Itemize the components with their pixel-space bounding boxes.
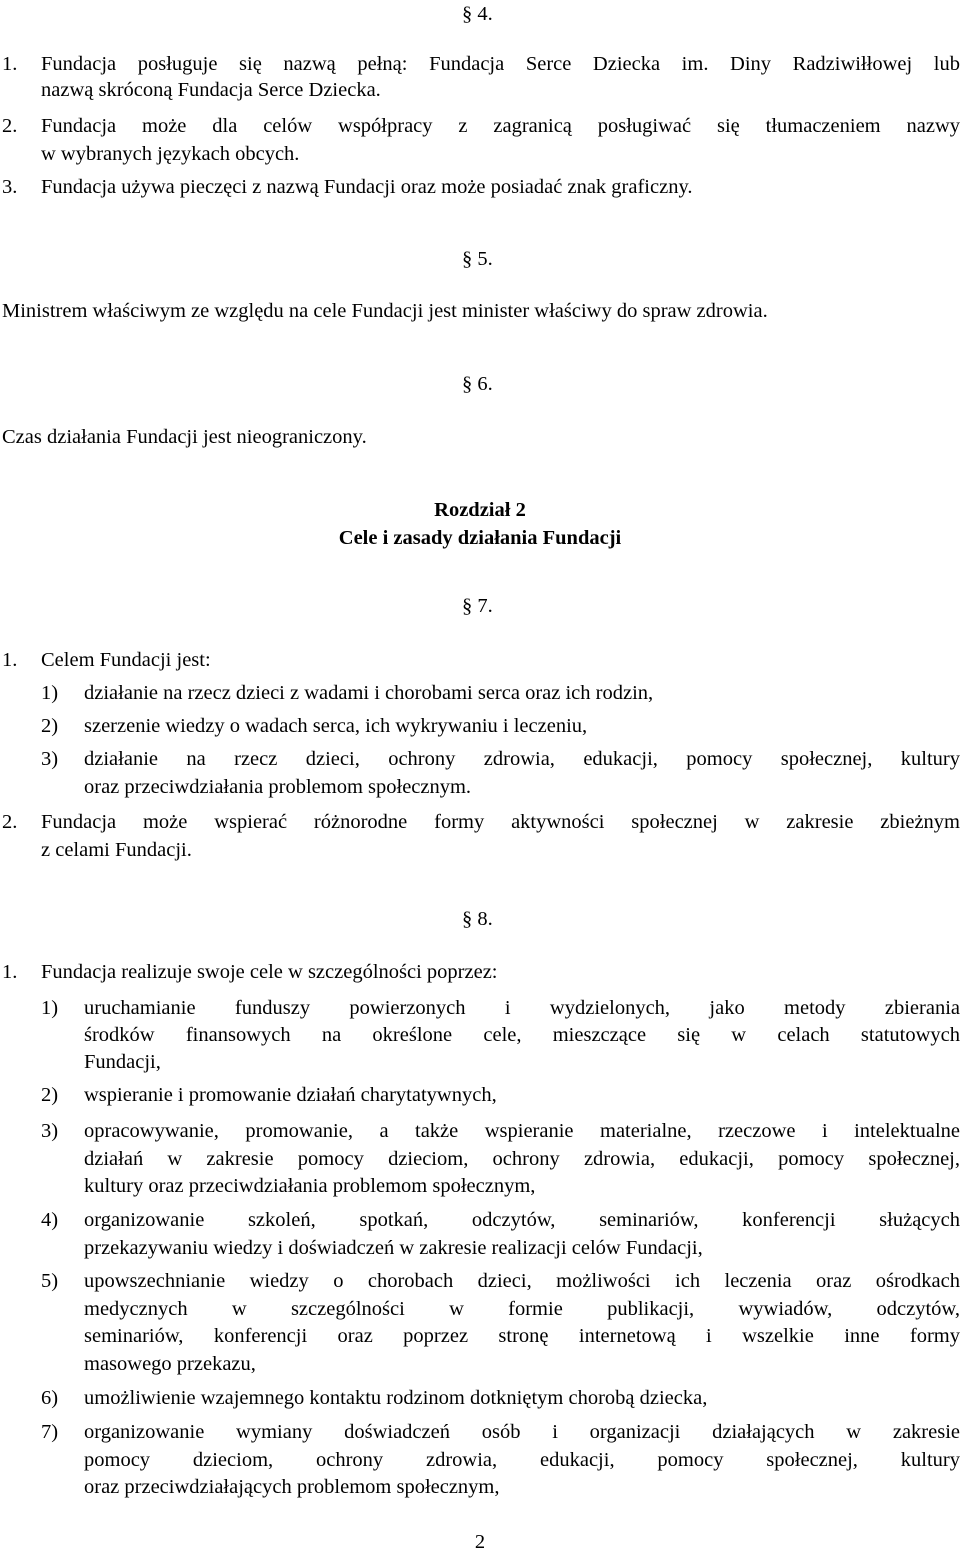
item-text: w wybranych językach obcych. bbox=[41, 143, 300, 165]
point-number: 2) bbox=[41, 1084, 59, 1106]
point-number: 1) bbox=[41, 997, 59, 1019]
point-text: Fundacji, bbox=[84, 1051, 161, 1073]
item-text: Fundacja może dla celów współpracy z zagranicą posługiwać się tłumaczeniem nazwy bbox=[41, 115, 960, 137]
point-number: 3) bbox=[41, 748, 59, 770]
paragraph-text: Celem Fundacji jest: bbox=[41, 649, 211, 671]
item-text: nazwą skróconą Fundacja Serce Dziecka. bbox=[41, 79, 381, 101]
point-text: wspieranie i promowanie działań charytatywnych, bbox=[84, 1084, 497, 1106]
point-text: pomocy dzieciom, ochrony zdrowia, edukacji, pomocy społecznej, kultury bbox=[84, 1449, 960, 1471]
chapter-number: Rozdział 2 bbox=[434, 499, 526, 521]
section-8-heading: § 8. bbox=[462, 908, 493, 930]
point-text: działań w zakresie pomocy dzieciom, ochrony zdrowia, edukacji, pomocy społecznej, bbox=[84, 1148, 960, 1170]
page-number: 2 bbox=[474, 1531, 486, 1553]
point-text: przekazywaniu wiedzy i doświadczeń w zakresie realizacji celów Fundacji, bbox=[84, 1237, 703, 1259]
point-number: 7) bbox=[41, 1421, 59, 1443]
section-5-text: Ministrem właściwym ze względu na cele Fundacji jest minister właściwy do spraw zdrowia. bbox=[2, 300, 768, 322]
point-text: oraz przeciwdziałających problemom społecznym, bbox=[84, 1476, 500, 1498]
point-text: oraz przeciwdziałania problemom społecznym. bbox=[84, 776, 472, 798]
point-text: szerzenie wiedzy o wadach serca, ich wykrywaniu i leczeniu, bbox=[84, 715, 588, 737]
point-number: 4) bbox=[41, 1209, 59, 1231]
item-number: 1. bbox=[2, 53, 18, 75]
paragraph-number: 1. bbox=[2, 961, 18, 983]
point-text: upowszechnianie wiedzy o chorobach dzieci, możliwości ich leczenia oraz ośrodkach bbox=[84, 1270, 960, 1292]
item-text: Fundacja posługuje się nazwą pełną: Fundacja Serce Dziecka im. Diny Radziwiłłowej lub bbox=[41, 53, 960, 75]
point-number: 2) bbox=[41, 715, 59, 737]
point-text: opracowywanie, promowanie, a także wspieranie materialne, rzeczowe i intelektualne bbox=[84, 1120, 960, 1142]
point-number: 6) bbox=[41, 1387, 59, 1409]
point-text: środków finansowych na określone cele, mieszczące się w celach statutowych bbox=[84, 1024, 960, 1046]
item-number: 3. bbox=[2, 176, 18, 198]
point-text: działanie na rzecz dzieci z wadami i chorobami serca oraz ich rodzin, bbox=[84, 682, 654, 704]
paragraph-text: Fundacja realizuje swoje cele w szczególności poprzez: bbox=[41, 961, 498, 983]
section-6-text: Czas działania Fundacji jest nieograniczony. bbox=[2, 426, 367, 448]
point-number: 5) bbox=[41, 1270, 59, 1292]
chapter-title: Cele i zasady działania Fundacji bbox=[338, 527, 622, 549]
point-text: umożliwienie wzajemnego kontaktu rodzinom dotkniętym chorobą dziecka, bbox=[84, 1387, 708, 1409]
point-text: działanie na rzecz dzieci, ochrony zdrowia, edukacji, pomocy społecznej, kultury bbox=[84, 748, 960, 770]
point-number: 3) bbox=[41, 1120, 59, 1142]
section-6-heading: § 6. bbox=[462, 373, 493, 395]
point-text: kultury oraz przeciwdziałania problemom społecznym, bbox=[84, 1175, 536, 1197]
item-text: Fundacja używa pieczęci z nazwą Fundacji oraz może posiadać znak graficzny. bbox=[41, 176, 693, 198]
point-text: masowego przekazu, bbox=[84, 1353, 256, 1375]
point-text: organizowanie szkoleń, spotkań, odczytów, seminariów, konferencji służących bbox=[84, 1209, 960, 1231]
paragraph-number: 2. bbox=[2, 811, 18, 833]
item-number: 2. bbox=[2, 115, 18, 137]
point-text: uruchamianie funduszy powierzonych i wydzielonych, jako metody zbierania bbox=[84, 997, 960, 1019]
paragraph-text: Fundacja może wspierać różnorodne formy aktywności społecznej w zakresie zbieżnym bbox=[41, 811, 960, 833]
section-7-heading: § 7. bbox=[462, 595, 493, 617]
point-text: organizowanie wymiany doświadczeń osób i organizacji działających w zakresie bbox=[84, 1421, 960, 1443]
paragraph-number: 1. bbox=[2, 649, 18, 671]
point-text: medycznych w szczególności w formie publikacji, wywiadów, odczytów, bbox=[84, 1298, 960, 1320]
section-4-heading: § 4. bbox=[462, 3, 493, 25]
point-number: 1) bbox=[41, 682, 59, 704]
paragraph-text: z celami Fundacji. bbox=[41, 839, 192, 861]
section-5-heading: § 5. bbox=[462, 248, 493, 270]
point-text: seminariów, konferencji oraz poprzez stronę internetową i wszelkie inne formy bbox=[84, 1325, 960, 1347]
